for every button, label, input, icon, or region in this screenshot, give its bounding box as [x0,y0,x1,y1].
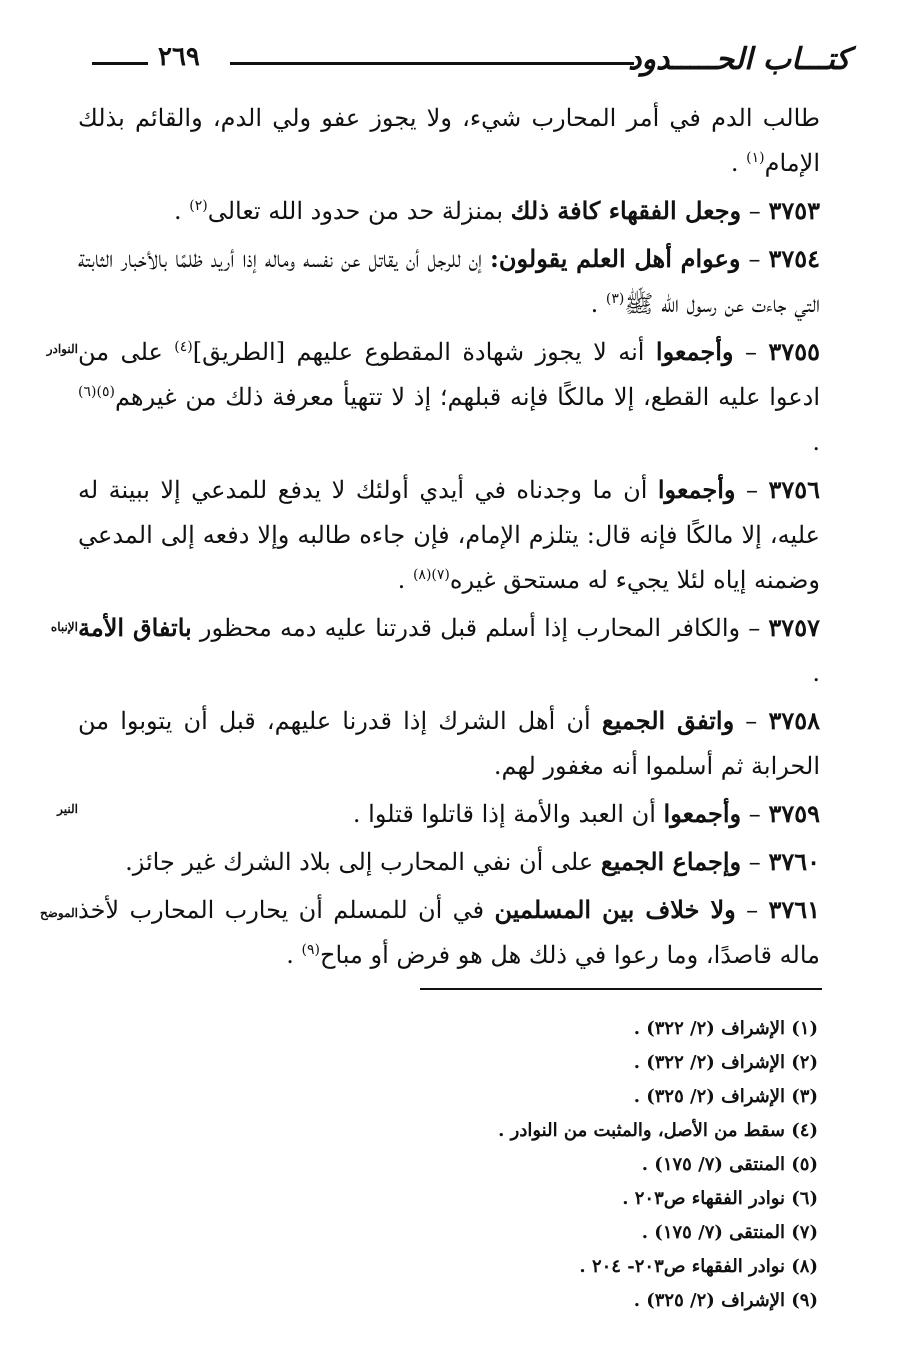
entry-lead: وإجماع الجميع [600,847,742,876]
footnote-ref-9: (٩) [301,942,320,958]
entry-3756: ٣٧٥٦ – وأجمعوا أن ما وجدناه في أيدي أولئك لا يدفع للمدعي إلا ببينة له عليه، إلا مالكًا فإنه قال: يتلزم الإمام، فإن جاءه طالبه وإلا دفعه إلى المدعي وضمنه إياه لئلا يجيء له مستحق غيره$^{(٧)(٨)}$ . [78,475,820,594]
entry-number: ٣٧٥٣ [768,196,820,225]
body-text [78,96,820,978]
header-rule-left [92,62,148,65]
entry-3760: ٣٧٦٠ – وإجماع الجميع على أن نفي المحارب إلى بلاد الشرك غير جائز. [125,847,820,876]
footnote-1: (١) الإشراف (٢/ ٣٢٢) . [633,1018,818,1039]
entry-3757: ٣٧٥٧ – والكافر المحارب إذا أسلم قبل قدرتنا عليه دمه محظور باتفاق الأمة . [78,613,820,687]
footnote-ref-7-8: (٧)(٨) [412,567,450,583]
entry-number: ٣٧٥٩ [768,799,820,828]
footnote-ref-2: (٢) [189,198,208,214]
entry-3761: ٣٧٦١ – ولا خلاف بين المسلمين في أن للمسلم أن يحارب المحارب لأخذ ماله قاصدًا، وما رعوا في ذلك هل هو فرض أو مباح$^{(٩)}$ . [78,895,821,969]
footnote-ref-5-6: (٥)(٦) [78,384,115,400]
footnote-9: (٩) الإشراف (٢/ ٣٢٥) . [633,1290,818,1311]
running-header [92,38,850,88]
entry-3754: ٣٧٥٤ – وعوام أهل العلم يقولون: إن للرجل أن يقاتل عن نفسه وماله إذا أريد ظلمًا بالأخبار الثابتة التي جاءت عن رسول الله ﷺ$^{(٣)}$ . [78,244,820,318]
footnote-5: (٥) المنتقى (٧/ ١٧٥) . [641,1154,818,1175]
entry-lead: وأجمعوا [663,799,742,828]
entry-number: ٣٧٥٧ [768,613,820,642]
entry-number: ٣٧٥٦ [768,475,820,504]
entry-3755: ٣٧٥٥ – وأجمعوا أنه لا يجوز شهادة المقطوع عليهم [الطريق]$^{(٤)}$ على من ادعوا عليه القطع، إلا مالكًا فإنه قبلهم؛ إذ لا تتهيأ معرفة ذلك من غيرهم$^{(٥)(٦)}$ . [78,337,820,456]
entry-lead: وأجمعوا [655,337,734,366]
entry-lead: وأجمعوا [657,475,736,504]
footnote-separator [420,988,822,990]
entry-3758: ٣٧٥٨ – واتفق الجميع أن أهل الشرك إذا قدرنا عليهم، قبل أن يتوبوا من الحرابة ثم أسلموا أنه مغفور لهم. [78,706,820,780]
entry-lead: واتفق الجميع [601,706,735,735]
entry-number: ٣٧٥٤ [768,244,820,273]
entry-lead: ولا خلاف بين المسلمين [494,895,736,924]
footnote-8: (٨) نوادر الفقهاء ص٢٠٣- ٢٠٤ . [579,1256,818,1277]
source-label-inbah: الإنباه [50,620,78,634]
intro-paragraph: طالب الدم في أمر المحارب شيء، ولا يجوز عفو ولي الدم، والقائم بذلك الإمام$^{(١)}$ . [78,104,820,177]
entry-number: ٣٧٥٨ [768,706,820,735]
footnote-7: (٧) المنتقى (٧/ ١٧٥) . [641,1222,818,1243]
entry-3753: ٣٧٥٣ – وجعل الفقهاء كافة ذلك بمنزلة حد من حدود الله تعالى$^{(٢)}$ . [173,196,820,225]
entry-3759: ٣٧٥٩ – وأجمعوا أن العبد والأمة إذا قاتلوا قتلوا . [352,799,820,828]
header-rule-middle [230,62,634,65]
entry-number: ٣٧٥٥ [768,337,820,366]
footnote-3: (٣) الإشراف (٢/ ٣٢٥) . [633,1086,818,1107]
entry-lead: باتفاق الأمة [78,613,192,642]
footnote-6: (٦) نوادر الفقهاء ص٢٠٣ . [622,1188,818,1209]
footnote-ref-4: (٤) [174,339,193,355]
chapter-title: كتـــاب الحـــــدود [628,42,850,77]
source-label-nawadir: النوادر [46,342,78,356]
source-label-mudih: الموضح [39,906,78,920]
source-label-nayyir: النير [57,802,78,816]
footnote-2: (٢) الإشراف (٢/ ٣٢٢) . [633,1052,818,1073]
entry-number: ٣٧٦٠ [768,847,820,876]
footnote-4: (٤) سقط من الأصل، والمثبت من النوادر . [498,1120,818,1141]
footnote-ref-3: (٣) [605,291,625,307]
entry-lead: وعوام أهل العلم يقولون: [490,244,741,273]
footnotes [398,1012,818,1318]
page-number: ٢٦٩ [158,42,200,72]
footnote-ref-1: (١) [746,150,765,166]
entry-lead: وجعل الفقهاء كافة ذلك [510,196,742,225]
entry-number: ٣٧٦١ [768,895,821,924]
